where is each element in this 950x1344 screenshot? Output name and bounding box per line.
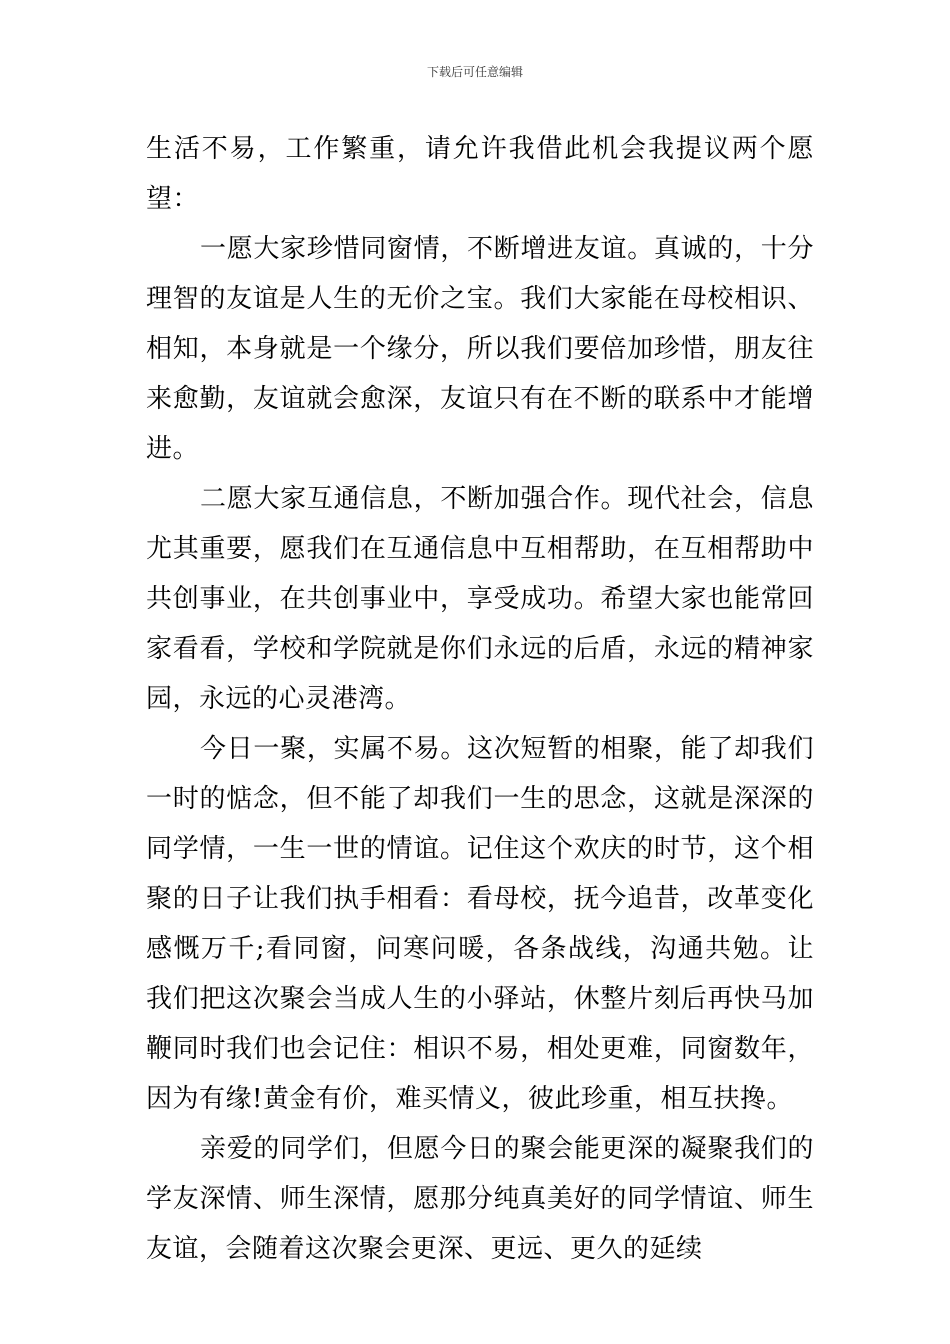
paragraph-wish-two: 二愿大家互通信息，不断加强合作。现代社会，信息尤其重要，愿我们在互通信息中互相帮助，在互相帮助中共创事业，在共创事业中，享受成功。希望大家也能常回家看看，学校和学院就是你们永远的后盾，永远的精神家园，永远的心灵港湾。 [146, 484, 814, 714]
page-header: 下载后可任意编辑 [426, 65, 523, 79]
paragraph-wish-one: 一愿大家珍惜同窗情，不断增进友谊。真诚的，十分理智的友谊是人生的无价之宝。我们大家能在母校相识、相知，本身就是一个缘分，所以我们要倍加珍惜，朋友往来愈勤，友谊就会愈深，友谊只有在不断的联系中才能增进。 [146, 234, 814, 464]
paragraph-reunion: 今日一聚，实属不易。这次短暂的相聚，能了却我们一时的惦念，但不能了却我们一生的思念，这就是深深的同学情，一生一世的情谊。记住这个欢庆的时节，这个相聚的日子让我们执手相看：看母校，抚今追昔，改革变化感慨万千;看同窗，问寒问暖，各条战线，沟通共勉。让我们把这次聚会当成人生的小驿站，休整片刻后再快马加鞭同时我们也会记住：相识不易，相处更难，同窗数年，因为有缘!黄金有价，难买情义，彼此珍重，相互扶搀。 [146, 734, 814, 1114]
paragraph-intro: 生活不易，工作繁重，请允许我借此机会我提议两个愿望： [146, 134, 814, 214]
document-body [146, 124, 814, 1274]
paragraph-closing: 亲爱的同学们，但愿今日的聚会能更深的凝聚我们的学友深情、师生深情，愿那分纯真美好的同学情谊、师生友谊，会随着这次聚会更深、更远、更久的延续 [146, 1134, 814, 1264]
